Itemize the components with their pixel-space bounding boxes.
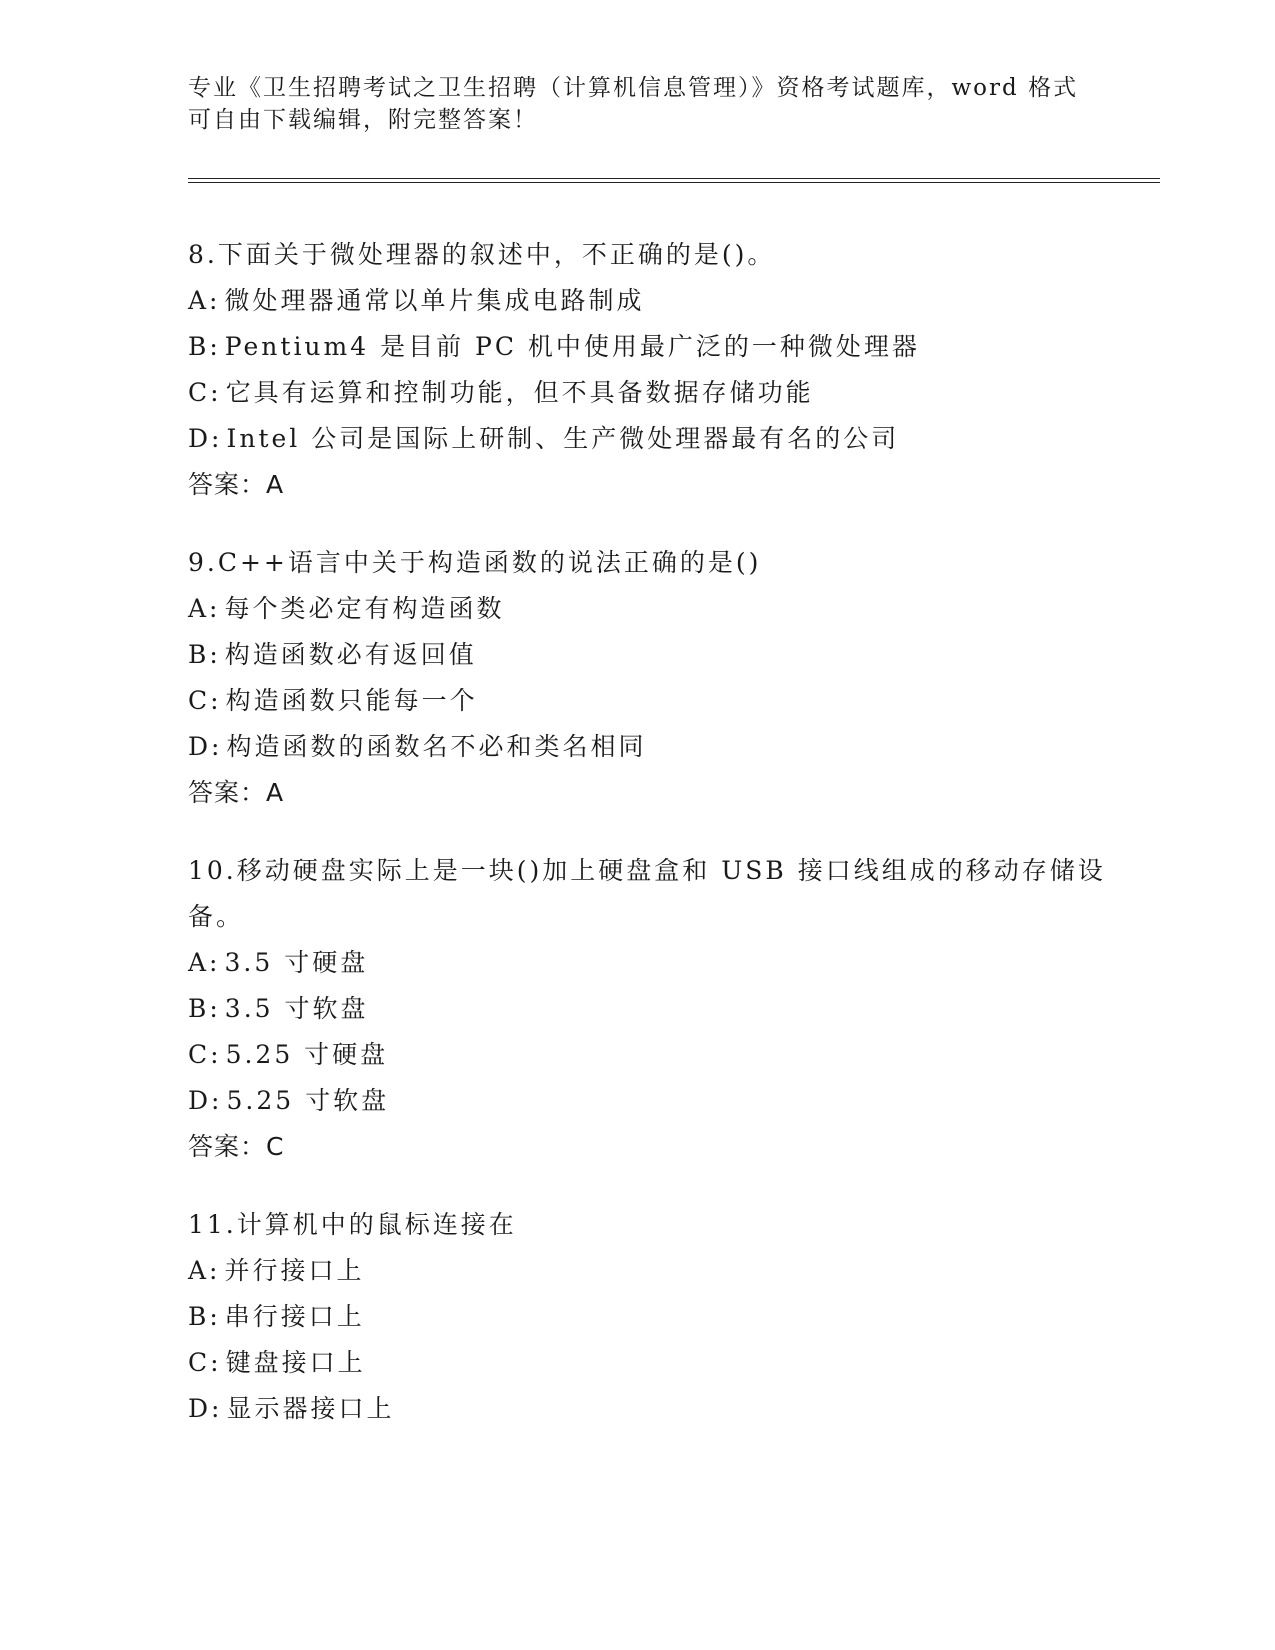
option-letter: D: xyxy=(188,424,223,453)
option-letter: B: xyxy=(188,994,221,1023)
option-letter: D: xyxy=(188,1394,223,1423)
question-stem: 8.下面关于微处理器的叙述中，不正确的是()。 xyxy=(188,240,776,269)
option-b xyxy=(188,1294,1108,1340)
option-d xyxy=(188,416,1108,462)
option-c xyxy=(188,370,1108,416)
option-letter: D: xyxy=(188,732,223,761)
option-letter: A: xyxy=(188,948,221,977)
option-d xyxy=(188,1386,1108,1432)
option-letter: C: xyxy=(188,686,222,715)
option-text: 3.5 寸硬盘 xyxy=(224,948,369,977)
option-letter: C: xyxy=(188,378,222,407)
option-text: 显示器接口上 xyxy=(226,1394,395,1423)
option-text: 构造函数必有返回值 xyxy=(224,640,477,669)
document-header xyxy=(188,72,1079,136)
option-letter: B: xyxy=(188,332,221,361)
option-text: 每个类必定有构造函数 xyxy=(224,594,505,623)
option-text: 5.25 寸硬盘 xyxy=(225,1040,389,1069)
question-11 xyxy=(188,1202,1108,1432)
option-a xyxy=(188,940,1108,986)
option-text: 微处理器通常以单片集成电路制成 xyxy=(224,286,645,315)
option-letter: A: xyxy=(188,286,221,315)
option-b xyxy=(188,324,1108,370)
option-c xyxy=(188,1340,1108,1386)
option-letter: A: xyxy=(188,1256,221,1285)
answer-line: 答案：A xyxy=(188,470,285,499)
option-text: Pentium4 是目前 PC 机中使用最广泛的一种微处理器 xyxy=(224,332,920,361)
header-divider-bottom xyxy=(188,182,1160,183)
option-a xyxy=(188,278,1108,324)
option-letter: D: xyxy=(188,1086,223,1115)
question-list xyxy=(188,232,1108,1464)
option-d xyxy=(188,724,1108,770)
option-text: Intel 公司是国际上研制、生产微处理器最有名的公司 xyxy=(226,424,900,453)
option-a xyxy=(188,586,1108,632)
answer-line: 答案：A xyxy=(188,778,285,807)
question-stem: 11.计算机中的鼠标连接在 xyxy=(188,1210,517,1239)
answer-line: 答案：C xyxy=(188,1132,285,1161)
option-a xyxy=(188,1248,1108,1294)
option-text: 3.5 寸软盘 xyxy=(224,994,369,1023)
header-divider-top xyxy=(188,178,1160,179)
option-letter: C: xyxy=(188,1040,222,1069)
option-text: 并行接口上 xyxy=(224,1256,365,1285)
header-line-2: 可自由下载编辑，附完整答案！ xyxy=(188,107,538,133)
option-text: 5.25 寸软盘 xyxy=(226,1086,390,1115)
question-stem: 10.移动硬盘实际上是一块()加上硬盘盒和 USB 接口线组成的移动存储设备。 xyxy=(188,856,1106,931)
option-letter: B: xyxy=(188,1302,221,1331)
question-stem: 9.C++语言中关于构造函数的说法正确的是() xyxy=(188,548,762,577)
option-d xyxy=(188,1078,1108,1124)
option-b xyxy=(188,986,1108,1032)
option-c xyxy=(188,1032,1108,1078)
option-b xyxy=(188,632,1108,678)
option-c xyxy=(188,678,1108,724)
option-text: 构造函数只能每一个 xyxy=(225,686,478,715)
question-8 xyxy=(188,232,1108,508)
option-letter: C: xyxy=(188,1348,222,1377)
option-letter: B: xyxy=(188,640,221,669)
option-text: 串行接口上 xyxy=(224,1302,365,1331)
question-10 xyxy=(188,848,1108,1170)
option-text: 构造函数的函数名不必和类名相同 xyxy=(226,732,647,761)
option-text: 它具有运算和控制功能，但不具备数据存储功能 xyxy=(225,378,814,407)
option-letter: A: xyxy=(188,594,221,623)
option-text: 键盘接口上 xyxy=(225,1348,366,1377)
header-line-1: 专业《卫生招聘考试之卫生招聘（计算机信息管理）》资格考试题库，word 格式 xyxy=(188,75,1079,101)
question-9 xyxy=(188,540,1108,816)
